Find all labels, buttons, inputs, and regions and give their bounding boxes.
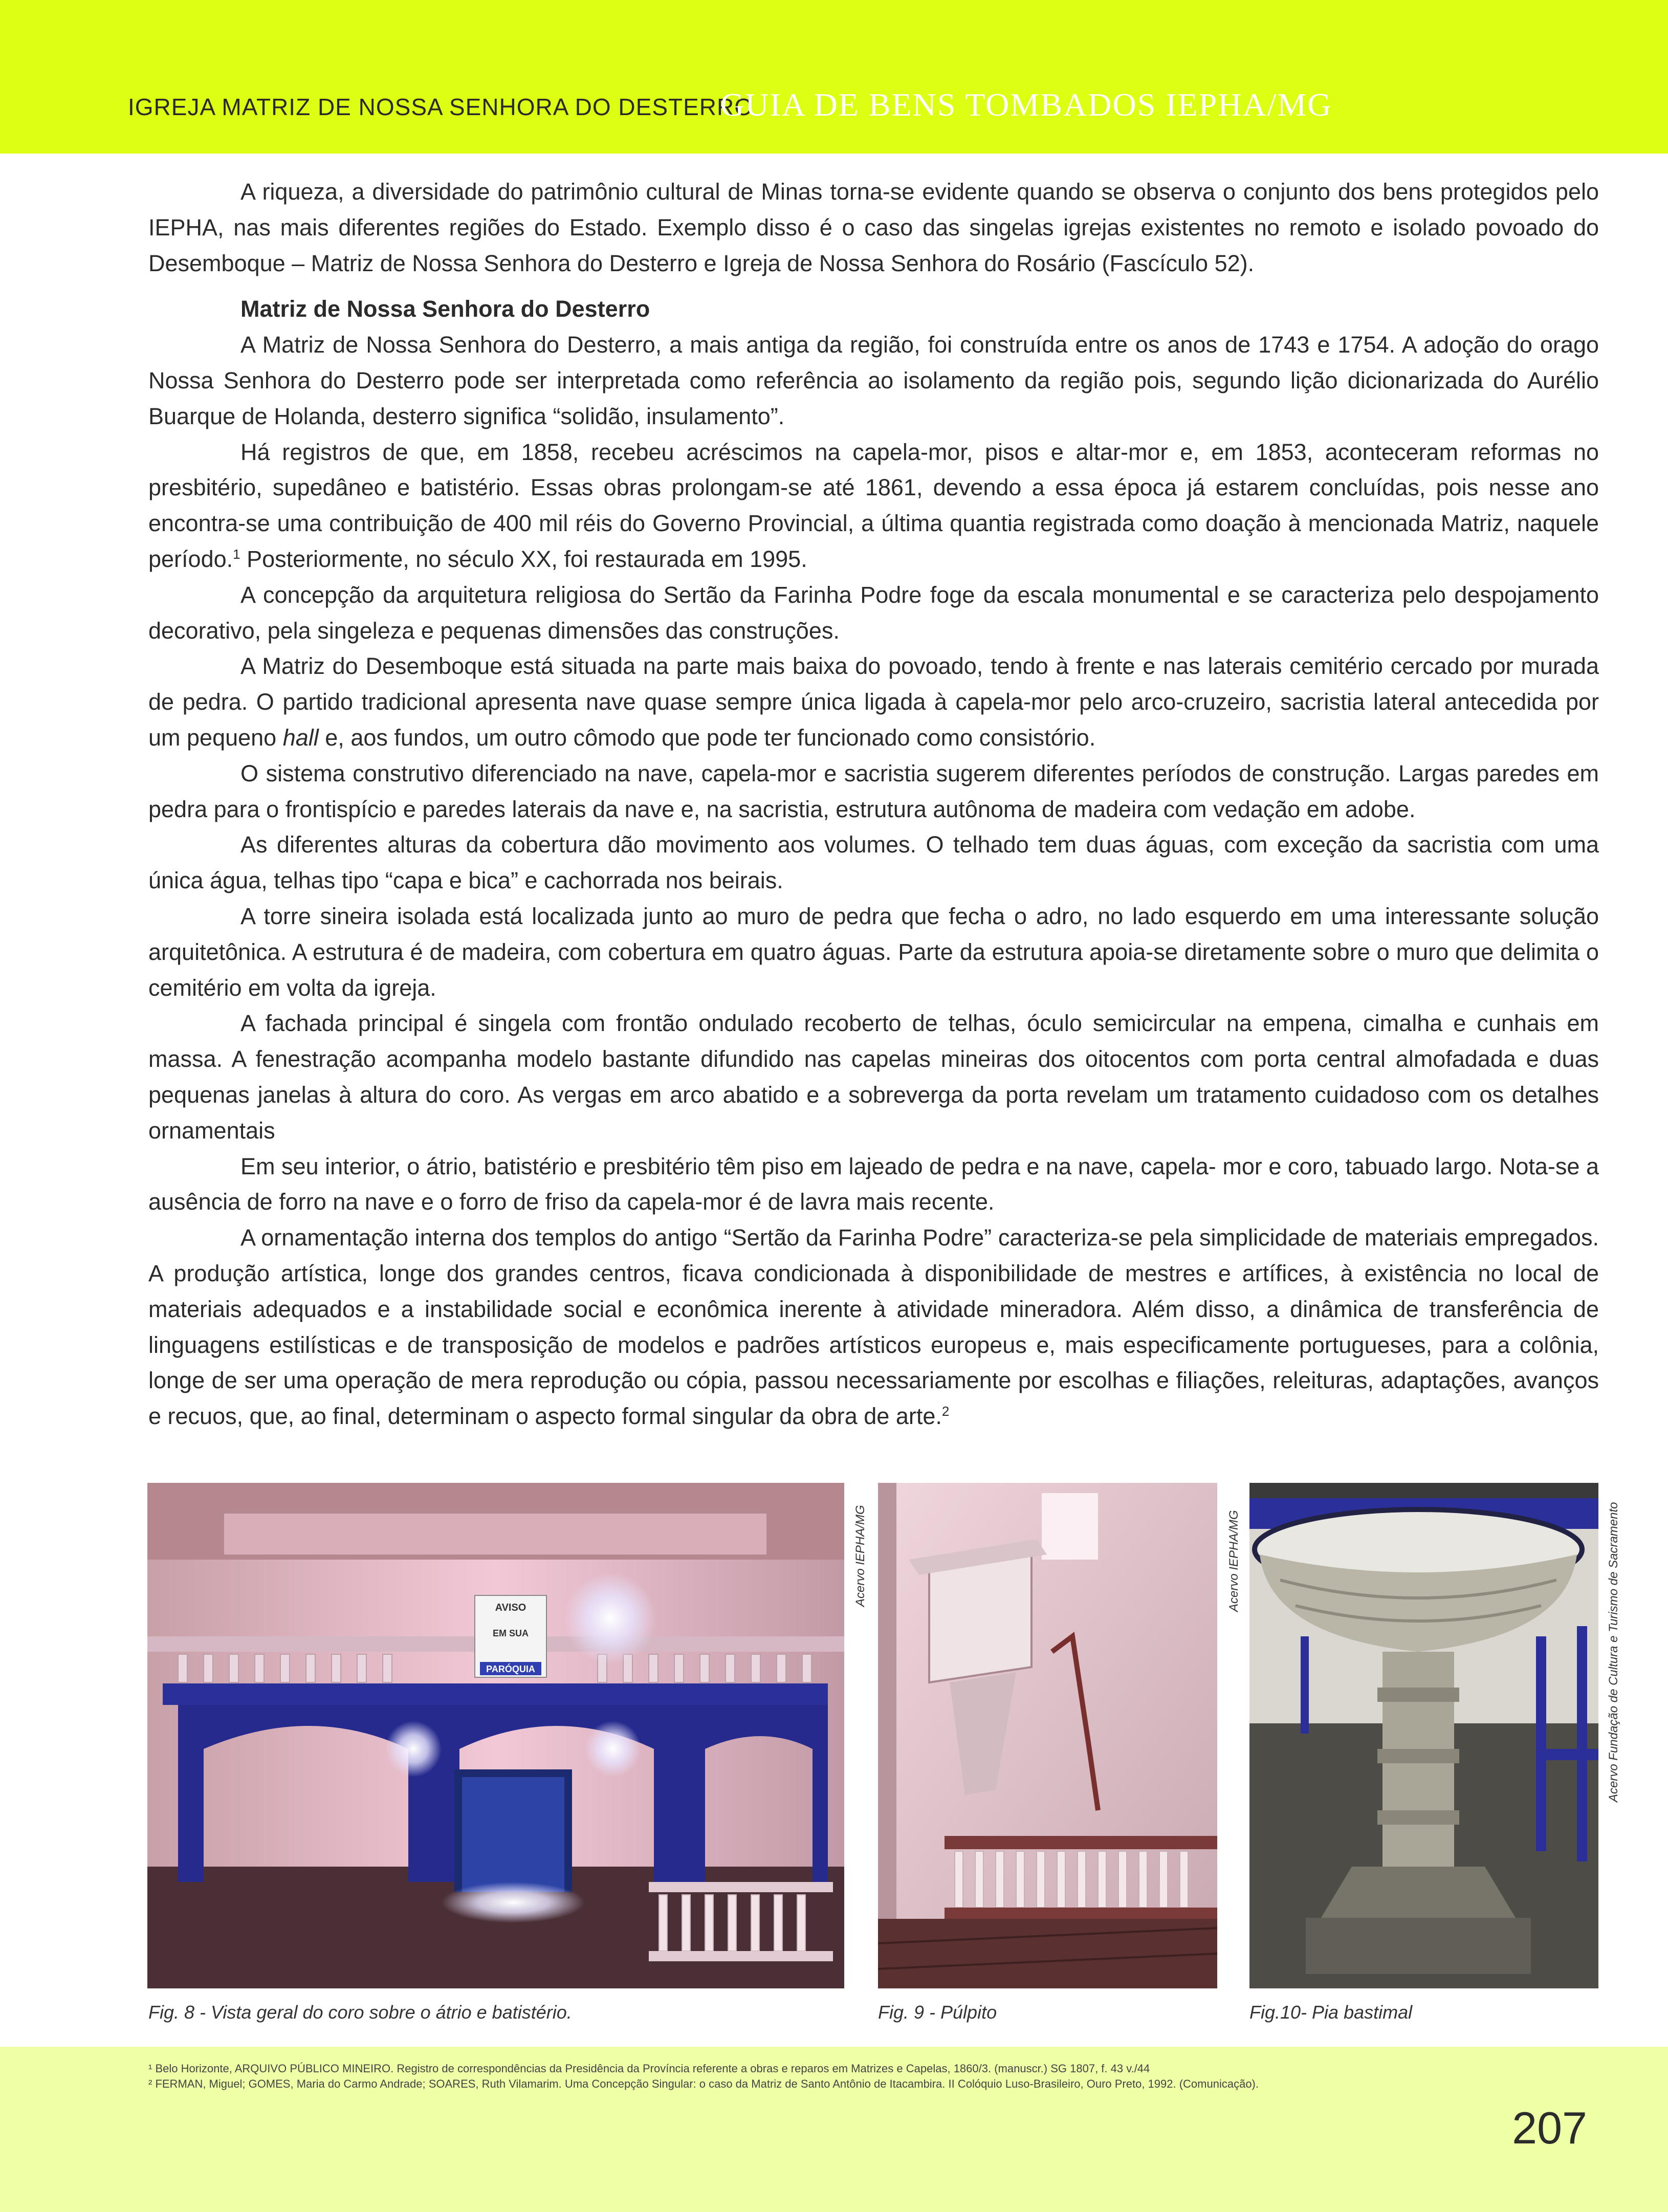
chapter-title: IGREJA MATRIZ DE NOSSA SENHORA DO DESTERRO bbox=[128, 94, 754, 120]
figure-pulpit-photo bbox=[878, 1483, 1217, 1988]
figure-choir-photo bbox=[147, 1483, 844, 1988]
paragraph-intro: A riqueza, a diversidade do patrimônio cultural de Minas torna-se evidente quando se observa o conjunto dos bens protegidos pelo IEPHA, nas mais diferentes regiões do Estado. Exemplo disso é o caso das singelas igrejas existentes no remoto e isolado povoado do Desemboque – Matriz de Nossa Senhora do Desterro e Igreja de Nossa Senhora do Rosário (Fascículo 52). bbox=[148, 179, 1599, 276]
paragraph-3: A concepção da arquitetura religiosa do Sertão da Farinha Podre foge da escala monumental e se caracteriza pelo despojamento decorativo, pela singeleza e pequenas dimensões das construções. bbox=[148, 581, 1599, 644]
figure-9-caption: Fig. 9 - Púlpito bbox=[878, 2002, 997, 2023]
paragraph-4-text-b: e, aos fundos, um outro cômodo que pode ter funcionado como consistório. bbox=[318, 724, 1096, 751]
choir-illustration bbox=[147, 1483, 844, 1988]
header-band bbox=[0, 0, 1668, 154]
figure-10-caption: Fig.10- Pia bastimal bbox=[1249, 2002, 1413, 2023]
paragraph-4-text-a: A Matriz do Desemboque está situada na parte mais baixa do povoado, tendo à frente e nas laterais cemitério cercado por murada de pedra. O partido tradicional apresenta nave quase sempre única ligada à capela-mor pelo arco-cruzeiro, sacristia lateral antecedida por um pequeno bbox=[148, 653, 1599, 751]
page-number: 207 bbox=[1512, 2103, 1587, 2153]
paragraph-4 bbox=[148, 648, 1599, 755]
figure-8-caption: Fig. 8 - Vista geral do coro sobre o átrio e batistério. bbox=[148, 2002, 572, 2023]
paragraph-10 bbox=[148, 1220, 1599, 1434]
figure-9-credit: Acervo IEPHA/MG bbox=[1227, 1510, 1241, 1612]
paragraph-8: A fachada principal é singela com frontão ondulado recoberto de telhas, óculo semicircular na empena, cimalha e cunhais em massa. A fenestração acompanha modelo bastante difundido nas capelas mineiras dos oitocentos com porta central almofadada e duas pequenas janelas à altura do coro. As vergas em arco abatido e a sobreverga da porta revelam um tratamento cuidadoso com os detalhes ornamentais bbox=[148, 1010, 1599, 1144]
paragraph-10-text: A ornamentação interna dos templos do antigo “Sertão da Farinha Podre” caracteriza-se pela simplicidade de materiais empregados. A produção artística, longe dos grandes centros, ficava condicionada à disponibilidade de mestres e artífices, à existência no local de materiais adequados e a instabilidade social e econômica inerente à atividade mineradora. Além disso, a dinâmica de transferência de linguagens estilísticas e de transposição de modelos e padrões artísticos europeus e, mais especificamente portugueses, para a colônia, longe de ser uma operação de mera reprodução ou cópia, passou necessariamente por escolhas e filiações, releituras, adaptações, avanços e recuos, que, ao final, determinam o aspecto formal singular da obra de arte. bbox=[148, 1224, 1599, 1430]
pulpit-illustration bbox=[878, 1483, 1217, 1988]
paragraph-2-text-b: Posteriormente, no século XX, foi restaurada em 1995. bbox=[240, 545, 807, 572]
footnote-ref-2: 2 bbox=[941, 1404, 950, 1419]
paragraph-7: A torre sineira isolada está localizada junto ao muro de pedra que fecha o adro, no lado esquerdo em uma interessante solução arquitetônica. A estrutura é de madeira, com cobertura em quatro águas. Parte da estrutura apoia-se diretamente sobre o muro que delimita o cemitério em volta da igreja. bbox=[148, 903, 1599, 1001]
footnote-2: ² FERMAN, Miguel; GOMES, Maria do Carmo Andrade; SOARES, Ruth Vilamarim. Uma Concepção Singular: o caso da Matriz de Santo Antônio de Itacambira. II Colóquio Luso-Brasileiro, Ouro Preto, 1992. (Comunicação). bbox=[148, 2077, 1259, 2090]
guide-title: GUIA DE BENS TOMBADOS IEPHA/MG bbox=[720, 86, 1332, 123]
section-heading: Matriz de Nossa Senhora do Desterro bbox=[240, 296, 650, 322]
paragraph-6: As diferentes alturas da cobertura dão movimento aos volumes. O telhado tem duas águas, com exceção da sacristia com uma única água, telhas tipo “capa e bica” e cachorrada nos beirais. bbox=[148, 831, 1599, 894]
footnote-1: ¹ Belo Horizonte, ARQUIVO PÚBLICO MINEIRO. Registro de correspondências da Presidência da Província referente a obras e reparos em Matrizes e Capelas, 1860/3. (manuscr.) SG 1807, f. 43 v./44 bbox=[148, 2062, 1150, 2075]
paragraph-2 bbox=[148, 434, 1599, 577]
paragraph-4-italic: hall bbox=[282, 724, 319, 751]
sign-line-3: PARÓQUIA bbox=[486, 1664, 535, 1674]
article-body bbox=[148, 174, 1599, 1434]
paragraph-5: O sistema construtivo diferenciado na nave, capela-mor e sacristia sugerem diferentes períodos de construção. Largas paredes em pedra para o frontispício e paredes laterais da nave e, na sacristia, estrutura autônoma de madeira com vedação em adobe. bbox=[148, 760, 1599, 822]
sign-line-1: AVISO bbox=[495, 1602, 526, 1613]
paragraph-1: A Matriz de Nossa Senhora do Desterro, a mais antiga da região, foi construída entre os anos de 1743 e 1754. A adoção do orago Nossa Senhora do Desterro pode ser interpretada como referência ao isolamento da região pois, segundo lição dicionarizada do Aurélio Buarque de Holanda, desterro significa “solidão, insulamento”. bbox=[148, 332, 1599, 429]
paragraph-2-text-a: Há registros de que, em 1858, recebeu acréscimos na capela-mor, pisos e altar-mor e, em 1853, aconteceram reformas no presbitério, supedâneo e batistério. Essas obras prolongam-se até 1861, devendo a essa época já estarem concluídas, pois nesse ano encontra-se uma contribuição de 400 mil réis do Governo Provincial, a última quantia registrada como doação à mencionada Matriz, naquele período. bbox=[148, 439, 1599, 572]
sign-line-2: EM SUA bbox=[492, 1628, 529, 1638]
figure-font-photo bbox=[1249, 1483, 1598, 1988]
footnote-ref-1: 1 bbox=[233, 546, 240, 562]
font-illustration bbox=[1249, 1483, 1598, 1988]
figure-10-credit: Acervo Fundação de Cultura e Turismo de Sacramento bbox=[1607, 1502, 1620, 1802]
figure-8-credit: Acervo IEPHA/MG bbox=[853, 1505, 867, 1607]
paragraph-9: Em seu interior, o átrio, batistério e presbitério têm piso em lajeado de pedra e na nave, capela- mor e coro, tabuado largo. Nota-se a ausência de forro na nave e o forro de friso da capela-mor é de lavra mais recente. bbox=[148, 1153, 1599, 1215]
